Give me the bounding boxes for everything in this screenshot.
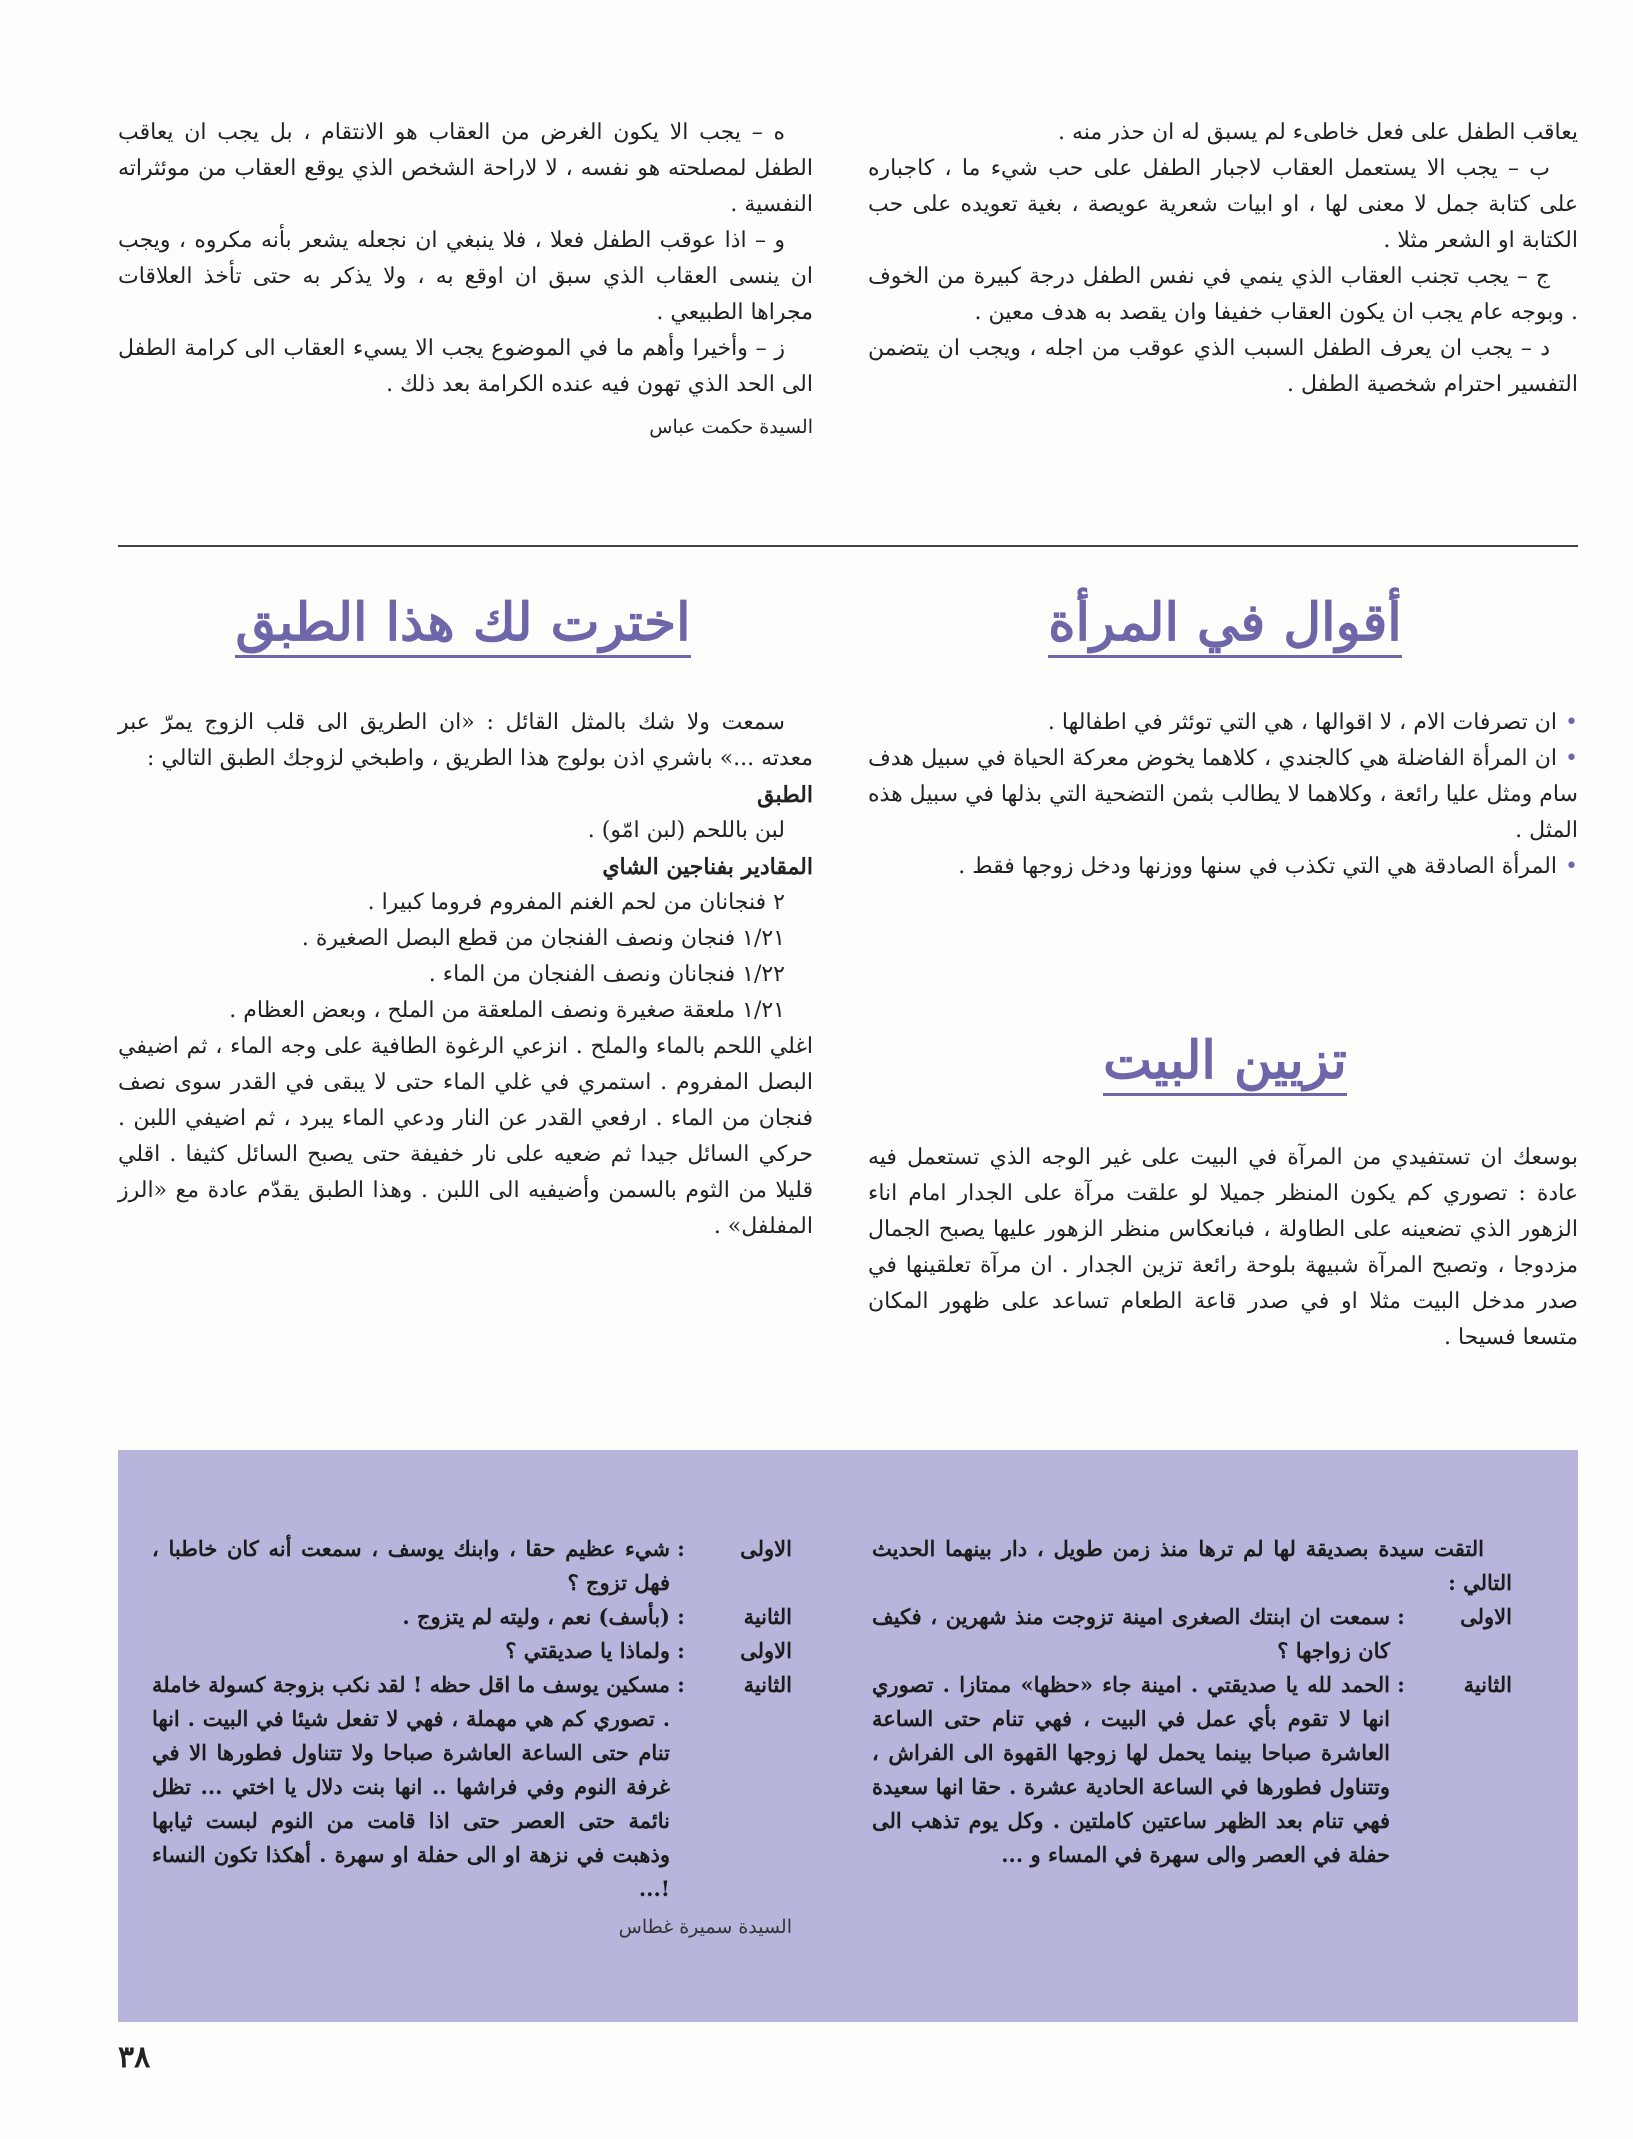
ingredient: ١/٢١ ملعقة صغيرة ونصف الملعقة من الملح ، وبعض العظام .	[229, 998, 785, 1023]
paragraph: و – اذا عوقب الطفل فعلا ، فلا ينبغي ان نجعله يشعر بأنه مكروه ، ويجب ان ينسى العقاب الذي سبق ان اوقع به ، ولا يذكر به حتى تأخذ العلاقات مجراها الطبيعي .	[118, 228, 813, 325]
paragraph: ج – يجب تجنب العقاب الذي ينمي في نفس الطفل درجة كبيرة من الخوف . وبوجه عام يجب ان يكون العقاب خفيفا وان يقصد به هدف معين .	[868, 264, 1578, 325]
speaker: الاولى	[1460, 1604, 1512, 1629]
dialogue-right-column	[872, 1532, 1512, 1872]
bullet-icon: •	[1565, 746, 1578, 771]
top-left-column	[118, 115, 813, 445]
sayings-title: أقوال في المرأة	[880, 592, 1570, 653]
saying-item: •ان المرأة الفاضلة هي كالجندي ، كلاهما يخوض معركة الحياة في سبيل هدف سام ومثل عليا رائعة ، وكلاهما لا يطالب بثمن التضحية التي بذلها في سبيل هذه المثل .	[868, 746, 1578, 843]
dish-heading: الطبق	[757, 782, 813, 808]
dialogue-line: الثانية : (بأسف) نعم ، وليته لم يتزوج .	[152, 1600, 792, 1634]
recipe-title: اخترت لك هذا الطبق	[118, 592, 808, 653]
speaker: الثانية	[743, 1604, 792, 1629]
dialogue-text: الحمد لله يا صديقتي . امينة جاء «حظها» ممتازا . تصوري انها لا تقوم بأي عمل في البيت ، فهي تنام حتى الساعة العاشرة صباحا بينما يحمل لها زوجها القهوة الى الفراش ، وتتناول فطورها في الساعة الحادية عشرة . حقا انها سعيدة فهي تنام بعد الظهر ساعتين كاملتين . وكل يوم تذهب الى حفلة في العصر والى سهرة في المساء و ...	[872, 1672, 1390, 1867]
dialogue-line: الاولى : ولماذا يا صديقتي ؟	[152, 1634, 792, 1668]
dialogue-left-column	[152, 1532, 792, 1944]
paragraph: يعاقب الطفل على فعل خاطىء لم يسبق له ان حذر منه .	[1058, 120, 1578, 145]
paragraph: ه – يجب الا يكون الغرض من العقاب هو الانتقام ، بل يجب ان يعاقب الطفل لمصلحته هو نفسه ، لا لاراحة الشخص الذي يوقع العقاب من موئثراته النفسية .	[118, 120, 813, 217]
ingredient: ١/٢١ فنجان ونصف الفنجان من قطع البصل الصغيرة .	[301, 926, 785, 951]
quantities-heading: المقادير بفناجين الشاي	[602, 854, 813, 880]
dialogue-line: الاولى : سمعت ان ابنتك الصغرى امينة تزوجت منذ شهرين ، فكيف كان زواجها ؟	[872, 1600, 1512, 1668]
recipe-body	[118, 705, 813, 1245]
speaker: الثانية	[743, 1672, 792, 1697]
dish-name: لبن باللحم (لبن امّو) .	[587, 818, 785, 843]
dialogue-line: الثانية : مسكين يوسف ما اقل حظه ! لقد نكب بزوجة كسولة خاملة . تصوري كم هي مهملة ، فهي لا تفعل شيئا في البيت . انها تنام حتى الساعة العاشرة صباحا ولا تتناول فطورها الا في غرفة النوم وفي فراشها .. انها بنت دلال يا اختي ... تظل نائمة حتى العصر حتى اذا قامت من النوم لبست ثيابها وذهبت في نزهة او الى حفلة او سهرة . أهكذا تكون النساء !...	[152, 1668, 792, 1906]
ingredient: ٢ فنجانان من لحم الغنم المفروم فروما كبيرا .	[367, 890, 785, 915]
dialogue-line: الثانية : الحمد لله يا صديقتي . امينة جاء «حظها» ممتازا . تصوري انها لا تقوم بأي عمل في البيت ، فهي تنام حتى الساعة العاشرة صباحا بينما يحمل لها زوجها القهوة الى الفراش ، وتتناول فطورها في الساعة الحادية عشرة . حقا انها سعيدة فهي تنام بعد الظهر ساعتين كاملتين . وكل يوم تذهب الى حفلة في العصر والى سهرة في المساء و ...	[872, 1668, 1512, 1872]
saying-item: •المرأة الصادقة هي التي تكذب في سنها ووزنها ودخل زوجها فقط .	[958, 854, 1578, 879]
signature: السيدة حكمت عباس	[649, 416, 813, 438]
section-divider	[118, 545, 1578, 547]
paragraph: ب – يجب الا يستعمل العقاب لاجبار الطفل على حب شيء ما ، كاجباره على كتابة جمل لا معنى لها ، او ابيات شعرية عويصة ، بغية تعويده على حب الكتابة او الشعر مثلا .	[868, 156, 1578, 253]
recipe-method: اغلي اللحم بالماء والملح . انزعي الرغوة الطافية على وجه الماء ، ثم اضيفي البصل المفروم . استمري في غلي الماء حتى لا يبقى في القدر سوى نصف فنجان من الماء . ارفعي القدر عن النار ودعي الماء يبرد ، ثم اضيفي اللبن . حركي السائل جيدا ثم ضعيه على نار خفيفة حتى يصبح السائل كثيفا . اقلي قليلا من الثوم بالسمن وأضيفيه الى اللبن . وهذا الطبق يقدّم عادة مع «الرز المفلفل» .	[118, 1034, 813, 1239]
sayings-list	[868, 705, 1578, 885]
speaker: الثانية	[1463, 1672, 1512, 1697]
top-right-column	[868, 115, 1578, 403]
paragraph: ز – وأخيرا وأهم ما في الموضوع يجب الا يسيء العقاب الى كرامة الطفل الى الحد الذي تهون فيه عنده الكرامة بعد ذلك .	[118, 336, 813, 397]
page-number: ٣٨	[118, 2040, 151, 2075]
bullet-icon: •	[1565, 854, 1578, 879]
speaker: الاولى	[740, 1638, 792, 1663]
saying-item: •ان تصرفات الام ، لا اقوالها ، هي التي توئثر في اطفالها .	[1047, 710, 1578, 735]
dialogue-text: (بأسف) نعم ، وليته لم يتزوج .	[402, 1604, 670, 1629]
recipe-intro: سمعت ولا شك بالمثل القائل : «ان الطريق الى قلب الزوج يمرّ عبر معدته ...» باشري اذن بولوج هذا الطريق ، واطبخي لزوجك الطبق التالي :	[118, 710, 813, 771]
decor-text	[868, 1140, 1578, 1356]
dialogue-text: سمعت ان ابنتك الصغرى امينة تزوجت منذ شهرين ، فكيف كان زواجها ؟	[872, 1604, 1390, 1663]
bullet-icon: •	[1565, 710, 1578, 735]
paragraph: د – يجب ان يعرف الطفل السبب الذي عوقب من اجله ، ويجب ان يتضمن التفسير احترام شخصية الطفل .	[868, 336, 1578, 397]
speaker: الاولى	[740, 1536, 792, 1561]
dialogue-text: ولماذا يا صديقتي ؟	[505, 1638, 670, 1663]
decor-title: تزيين البيت	[880, 1030, 1570, 1091]
signature: السيدة سميرة غطاس	[618, 1916, 792, 1938]
dialogue-text: شيء عظيم حقا ، وابنك يوسف ، سمعت أنه كان خاطبا ، فهل تزوج ؟	[152, 1536, 670, 1595]
dialogue-text: مسكين يوسف ما اقل حظه ! لقد نكب بزوجة كسولة خاملة . تصوري كم هي مهملة ، فهي لا تفعل شيئا في البيت . انها تنام حتى الساعة العاشرة صباحا ولا تتناول فطورها الا في غرفة النوم وفي فراشها .. انها بنت دلال يا اختي ... تظل نائمة حتى العصر حتى اذا قامت من النوم لبست ثيابها وذهبت في نزهة او الى حفلة او سهرة . أهكذا تكون النساء !...	[152, 1672, 670, 1901]
dialogue-line: الاولى : شيء عظيم حقا ، وابنك يوسف ، سمعت أنه كان خاطبا ، فهل تزوج ؟	[152, 1532, 792, 1600]
dialogue-intro: التقت سيدة بصديقة لها لم ترها منذ زمن طويل ، دار بينهما الحديث التالي :	[872, 1536, 1512, 1595]
ingredient: ١/٢٢ فنجانان ونصف الفنجان من الماء .	[428, 962, 785, 987]
paragraph: بوسعك ان تستفيدي من المرآة في البيت على غير الوجه الذي تستعمل فيه عادة : تصوري كم يكون المنظر جميلا لو علقت مرآة على الجدار امام اناء الزهور الذي تضعينه على الطاولة ، فبانعكاس منظر الزهور عليها يصبح الجمال مزدوجا ، وتصبح المرآة شبيهة بلوحة رائعة تزين الجدار . ان مرآة تعلقينها في صدر مدخل البيت مثلا او في صدر قاعة الطعام تساعد على ظهور المكان متسعا فسيحا .	[868, 1145, 1578, 1350]
